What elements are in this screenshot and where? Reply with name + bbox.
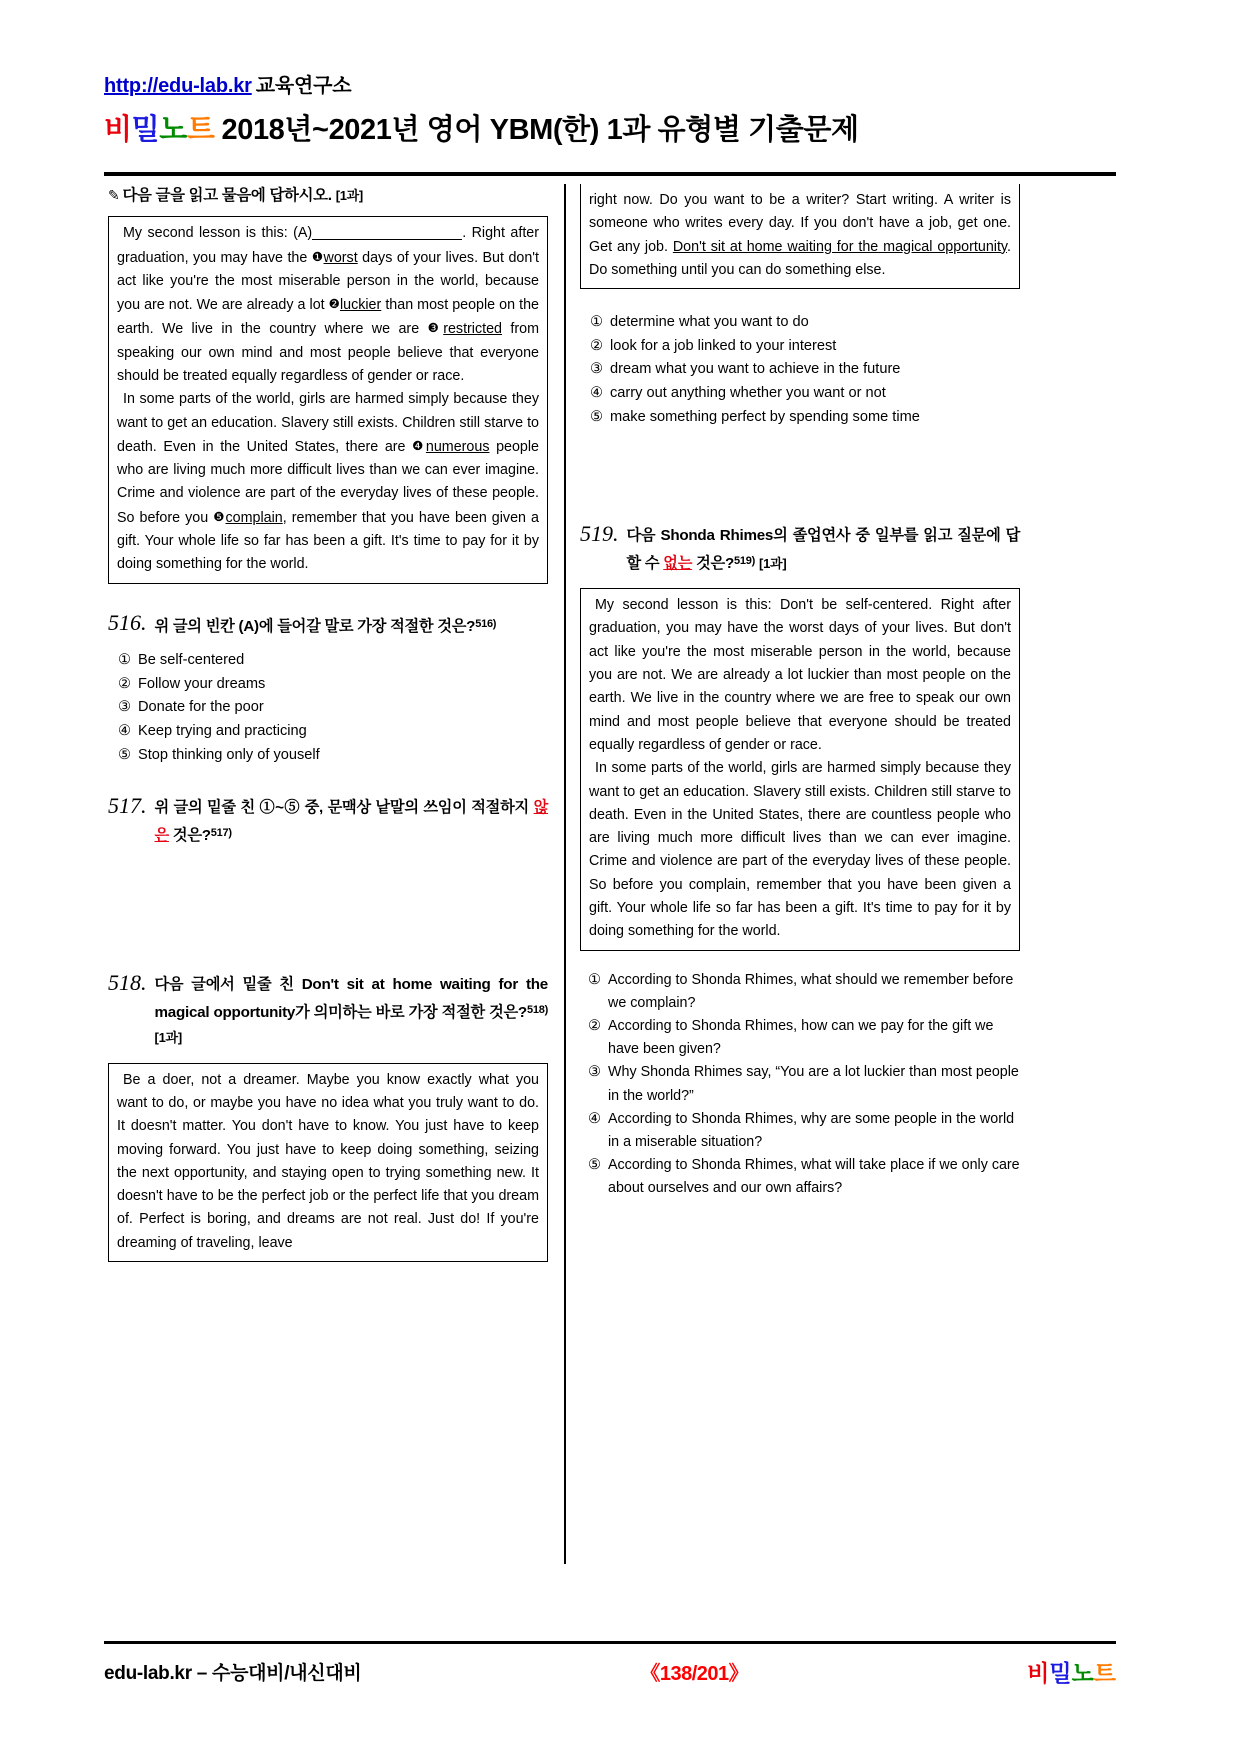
choice-marker: ① bbox=[118, 652, 132, 669]
circle-num-4: ❹ bbox=[412, 438, 426, 453]
question-518-choices bbox=[580, 311, 1020, 429]
page-footer bbox=[104, 1655, 1116, 1688]
choice-text: determine what you want to do bbox=[610, 314, 809, 331]
choice-marker: ③ bbox=[590, 361, 604, 378]
choice-marker: ② bbox=[590, 337, 604, 354]
choice-marker: ② bbox=[588, 1018, 601, 1035]
question-516 bbox=[108, 610, 548, 640]
choice-text: look for a job linked to your interest bbox=[610, 337, 837, 354]
choice-item[interactable] bbox=[118, 696, 548, 720]
choice-marker: ③ bbox=[588, 1064, 601, 1081]
choice-item[interactable] bbox=[118, 673, 548, 697]
underlined-phrase: Don't sit at home waiting for the magical opportunity bbox=[672, 238, 1008, 255]
document-title bbox=[104, 107, 1116, 148]
circle-num-2: ❷ bbox=[328, 297, 340, 312]
brand-char-1: 비 bbox=[104, 114, 132, 146]
right-column bbox=[580, 184, 1020, 1201]
question-517-number: 517. bbox=[108, 793, 147, 819]
choice-item[interactable] bbox=[588, 1154, 1020, 1200]
question-519-choices bbox=[580, 969, 1020, 1201]
passage1-para1 bbox=[117, 222, 539, 388]
question-516-text bbox=[155, 610, 549, 640]
question-517 bbox=[108, 793, 548, 848]
q518-stem-a: 다음 글에서 밑줄 친 bbox=[154, 976, 302, 994]
passage518-cont-text bbox=[589, 189, 1011, 282]
choice-marker: ④ bbox=[588, 1110, 601, 1127]
cont-seg-b: . Do something until you can do something else. bbox=[589, 238, 1011, 278]
brand-logo bbox=[104, 114, 215, 146]
q518-footnote: 518) bbox=[526, 1003, 548, 1016]
choice-item[interactable] bbox=[588, 969, 1020, 1015]
question-519-text bbox=[627, 521, 1021, 576]
choice-item[interactable] bbox=[590, 335, 1020, 359]
passage518-text: Be a doer, not a dreamer. Maybe you know exactly what you want to do, or maybe you have no idea what you truly want to do. It doesn't matter. You don't have to know. You just have to keep moving forward. You just have to keep doing something, seizing the next opportunity, and staying open to trying something new. It doesn't have to be the perfect job or the perfect life that you dream of. Perfect is boring, and dreams are not real. Just do! If you're dreaming of traveling, leave bbox=[117, 1071, 539, 1251]
choice-item[interactable] bbox=[590, 382, 1020, 406]
choice-text: Be self-centered bbox=[138, 652, 245, 669]
brand-char-4: 트 bbox=[186, 114, 215, 146]
choice-text: make something perfect by spending some time bbox=[610, 408, 920, 425]
underlined-word-5: complain bbox=[225, 509, 283, 526]
p1-seg-c: days of your lives. But don't act like you're the most miserable person in the world, because you are not. We are already a lot bbox=[117, 249, 539, 314]
q517-negative-word: 않은 bbox=[154, 799, 548, 844]
circle-num-3: ❸ bbox=[427, 321, 444, 336]
brand-char-3: 노 bbox=[159, 114, 187, 146]
instruction-line bbox=[108, 184, 548, 207]
question-517-text bbox=[155, 793, 549, 848]
page-header bbox=[104, 74, 1116, 148]
circle-num-1: ❶ bbox=[311, 249, 324, 264]
footer-brand-logo bbox=[1027, 1655, 1116, 1688]
choice-text: Keep trying and practicing bbox=[138, 722, 307, 739]
choice-text: dream what you want to achieve in the future bbox=[610, 361, 901, 378]
p2-seg-a: In some parts of the world, girls are harmed simply because they want to get an education. Slavery still exists. Children still starve to death. Even in the United States, there are bbox=[117, 391, 539, 455]
choice-text: According to Shonda Rhimes, what will take place if we only care about ourselves and our own affairs? bbox=[608, 1157, 1020, 1197]
q519-stem-c: 것은? bbox=[692, 554, 734, 572]
passage519-para1: My second lesson is this: Don't be self-centered. Right after graduation, you may have the worst days of your lives. But don't act like you're the most miserable person in the world, because you are not. We are already a lot luckier than most people on the earth. We live in the country where we are free to speak our own mind and most people believe that everyone should be treated equally regardless of gender or race. bbox=[589, 597, 1011, 753]
choice-text: Stop thinking only of youself bbox=[138, 746, 320, 763]
passage-box-519 bbox=[580, 588, 1020, 950]
choice-item[interactable] bbox=[118, 649, 548, 673]
answer-blank-A bbox=[312, 239, 462, 240]
q516-footnote: 516) bbox=[475, 617, 497, 630]
answer-space-517 bbox=[108, 848, 548, 966]
choice-marker: ② bbox=[118, 675, 132, 692]
passage519-para2: In some parts of the world, girls are harmed simply because they want to get an education. Slavery still exists. Children still starve to death. Even in the United States, there are countless people who are living much more difficult lives than we can ever imagine. Crime and violence are part of the everyday lives of these people. So before you complain, remember that you have been given a gift. Your whole life so far has been a gift. It's time to pay for it by doing something for the world. bbox=[589, 760, 1011, 940]
q516-stem: 위 글의 빈칸 (A)에 들어갈 말로 가장 적절한 것은? bbox=[154, 617, 476, 635]
passage1-para2 bbox=[117, 388, 539, 576]
column-divider bbox=[564, 184, 566, 1564]
pen-icon: ✎ bbox=[108, 187, 120, 203]
instruction-text: 다음 글을 읽고 물음에 답하시오. bbox=[122, 187, 332, 204]
underlined-word-3: restricted bbox=[443, 321, 502, 338]
choice-item[interactable] bbox=[590, 406, 1020, 430]
q517-footnote: 517) bbox=[210, 826, 232, 839]
instruction-tag: [1과] bbox=[335, 188, 363, 203]
q519-negative-word: 없는 bbox=[663, 554, 693, 572]
choice-text: Donate for the poor bbox=[138, 699, 264, 716]
choice-item[interactable] bbox=[118, 744, 548, 768]
q519-person-name: Shonda Rhimes bbox=[660, 527, 774, 545]
p1-seg-a: My second lesson is this: (A) bbox=[123, 225, 313, 242]
q517-stem-a: 위 글의 밑줄 친 ①~⑤ 중, 문맥상 낱말의 쓰임이 적절하지 bbox=[154, 799, 534, 817]
choice-text: Follow your dreams bbox=[138, 675, 266, 692]
footer-page-number: 《138/201》 bbox=[640, 1663, 749, 1685]
site-url-link[interactable]: http://edu-lab.kr bbox=[104, 75, 252, 97]
choice-marker: ① bbox=[590, 314, 604, 331]
choice-marker: ⑤ bbox=[118, 746, 132, 763]
header-url-line bbox=[104, 74, 1116, 98]
choice-marker: ⑤ bbox=[588, 1157, 601, 1174]
header-divider bbox=[104, 172, 1116, 176]
p1-seg-b: . Right after graduation, you may have the bbox=[117, 225, 540, 266]
footer-site-label: edu-lab.kr – 수능대비/내신대비 bbox=[104, 1663, 362, 1684]
choice-text: carry out anything whether you want or not bbox=[610, 384, 886, 401]
q519-stem-b: 의 졸업연사 중 일부를 읽고 질문에 답할 수 bbox=[626, 527, 1021, 572]
underlined-word-1: worst bbox=[323, 249, 358, 266]
choice-marker: ③ bbox=[118, 699, 132, 716]
q519-stem-a: 다음 bbox=[626, 527, 661, 545]
passage-box-518-continued bbox=[580, 184, 1020, 289]
q518-stem-b: 가 의미하는 바로 가장 적절한 것은? bbox=[295, 1003, 527, 1021]
question-518-number: 518. bbox=[108, 970, 147, 996]
choice-text: Why Shonda Rhimes say, “You are a lot luckier than most people in the world?” bbox=[608, 1064, 1019, 1104]
passage-box-518 bbox=[108, 1063, 548, 1262]
left-column bbox=[108, 184, 548, 1262]
footer-divider bbox=[104, 1641, 1116, 1644]
org-name: 교육연구소 bbox=[255, 75, 352, 97]
choice-item[interactable] bbox=[588, 1108, 1020, 1154]
choice-item[interactable] bbox=[590, 358, 1020, 382]
circle-num-5: ❺ bbox=[213, 509, 226, 524]
question-519-number: 519. bbox=[580, 521, 619, 547]
footer-brand-char-4: 트 bbox=[1093, 1660, 1116, 1686]
p1-seg-e: from speaking our own mind and most people believe that everyone should be treated equally regardless of gender or race. bbox=[117, 321, 539, 384]
cont-seg-a: right now. Do you want to be a writer? Start writing. A writer is someone who writes every day. If you don't have a job, get one. Get any job. bbox=[589, 192, 1011, 255]
q519-footnote: 519) bbox=[733, 554, 756, 567]
q518-tag: [1과] bbox=[154, 1030, 182, 1046]
choice-marker: ⑤ bbox=[590, 408, 604, 425]
underlined-word-4: numerous bbox=[425, 438, 490, 455]
q519-tag: [1과] bbox=[759, 555, 787, 571]
choice-item[interactable] bbox=[118, 720, 548, 744]
question-518 bbox=[108, 970, 548, 1051]
passage-box-1 bbox=[108, 216, 548, 583]
underlined-word-2: luckier bbox=[339, 297, 382, 314]
p2-seg-c: , remember that you have been given a gift. Your whole life so far has been a gift. It's time to pay for it by doing something for the world. bbox=[117, 509, 539, 573]
p1-seg-d: than most people on the earth. We live in the country where we are bbox=[117, 297, 539, 338]
q517-stem-b: 것은? bbox=[168, 826, 211, 844]
choice-item[interactable] bbox=[588, 1015, 1020, 1061]
p2-seg-b: people who are living much more difficult lives than we can ever imagine. Crime and violence are part of the everyday lives of these people. So before you bbox=[117, 438, 539, 526]
choice-item[interactable] bbox=[590, 311, 1020, 335]
footer-brand-char-3: 노 bbox=[1071, 1660, 1094, 1686]
choice-item[interactable] bbox=[588, 1061, 1020, 1107]
choice-marker: ① bbox=[588, 971, 601, 988]
footer-brand-char-2: 밀 bbox=[1049, 1660, 1072, 1686]
choice-text: According to Shonda Rhimes, why are some people in the world in a miserable situation? bbox=[608, 1110, 1015, 1151]
choice-marker: ④ bbox=[118, 722, 132, 739]
footer-brand-char-1: 비 bbox=[1027, 1660, 1050, 1686]
choice-marker: ④ bbox=[590, 384, 604, 401]
question-516-number: 516. bbox=[108, 609, 147, 635]
question-518-text bbox=[155, 970, 549, 1051]
choice-text: According to Shonda Rhimes, how can we pay for the gift we have been given? bbox=[608, 1018, 994, 1058]
title-text: 2018년~2021년 영어 YBM(한) 1과 유형별 기출문제 bbox=[221, 114, 859, 146]
choice-text: According to Shonda Rhimes, what should we remember before we complain? bbox=[608, 971, 1014, 1011]
q518-quoted-phrase: Don't sit at home waiting for the magical opportunity bbox=[154, 976, 548, 1021]
question-516-choices bbox=[108, 649, 548, 767]
question-519 bbox=[580, 521, 1020, 576]
brand-char-2: 밀 bbox=[131, 114, 160, 146]
